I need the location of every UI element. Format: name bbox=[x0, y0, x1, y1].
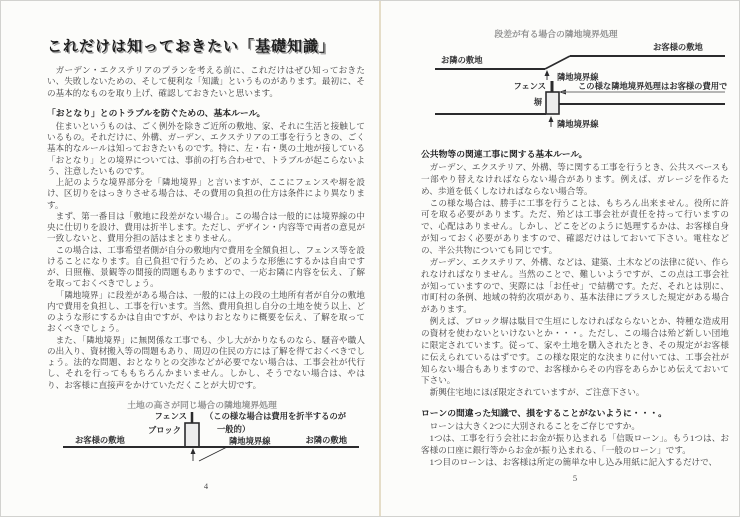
leader-line-shape bbox=[199, 447, 227, 461]
paragraph: 例えば、ブロック塀は駄目で生垣にしなければならないとか、特種な造成用の資材を使わないといけないとか・・・。ただし、この場合は殆ど新しい団地に限定されています。従って、家や土地を購入されたとき、その規定がお客様に伝えられているはずです。この様な限定的な決まりに付いては、工事会社が知らない場合もありますので、お客様からその内容をあらかじめ伝えておいて下さい。 bbox=[421, 316, 729, 386]
fence-label: フェンス bbox=[513, 81, 546, 91]
paragraph: ローンは大きく2つに大別されることをご存じですか。 bbox=[429, 421, 640, 432]
boundary-line-top-label: 隣地境界線 bbox=[557, 72, 599, 82]
same-height-boundary-diagram bbox=[47, 397, 365, 477]
wall-label: 塀 bbox=[533, 97, 542, 107]
cost-note-line2: 一般的） bbox=[217, 423, 251, 434]
paragraph: 住まいというものは、ごく例外を除きご近所の敷地、家、それに生活と接触しているもの。それだけに、外構、ガーデン、エクステリアの工事を行うときの、ごく基本的なルールは知っておきたいものです。特に、左・右・奥の土地が接している「おとなり」との境界については、事前の打ち合わせで、トラブルが起こらないよう、注意したいものです。 bbox=[47, 120, 365, 176]
paragraph: ガーデン、エクステリア、外構、等に関する工事を行うとき、公共スペースも一部やり替えなければならない場合があります。例えば、ガレージを作るため、歩道を低くしなければならない場合等。 bbox=[421, 162, 729, 196]
paragraph: この様な場合は、勝手に工事を行うことは、もちろん出来ません。役所に許可を取る必要があります。ただ、殆どは工事会社が責任を持って行いますので、心配はありません。しかし、どこをどのように処理するかは、お客様自身が知っておく必要がありますので、確認だけはしておいて下さい。電柱などの、半公共物についても同じです。 bbox=[421, 197, 729, 256]
diagram-title: 土地の高さが同じ場合の隣地境界処理 bbox=[127, 399, 277, 410]
block-label: ブロック bbox=[147, 424, 181, 435]
paragraph: まず、第一番目は「敷地に段差がない場合」。この場合は一般的には境界線の中央に仕切りを設け、費用は折半します。ただし、デザイン・内容等で両者の意見が一致しないと、費用分担の話はまとまりません。 bbox=[47, 210, 365, 244]
paragraph: 1つは、工事を行う会社にお金が振り込まれる「信販ローン」。もう1つは、お客様の口座に銀行等からお金が振り込まれる、「一般のローン」です。 bbox=[421, 433, 729, 455]
paragraph: ガーデン、エクステリア、外構、などは、建築、土木などの法律に従い、作られなければなりません。当然のことで、難しいようですが、この点は工事会社が知っていますので、実際には「お任せ」で結構です。ただ、それとは別に、市町村の条例、地域の特約次項があり、基本法律にプラスした規定がある場合があります。 bbox=[421, 256, 729, 315]
customer-lot-label: お客様の敷地 bbox=[75, 434, 125, 445]
boundary-line-label: 隣地境界線 bbox=[229, 435, 271, 446]
fence-label: フェンス bbox=[154, 410, 187, 421]
cost-note-line1: （この様な場合は費用を折半するのが bbox=[205, 410, 347, 421]
boundary-line-bottom-label: 隣地境界線 bbox=[557, 119, 599, 129]
left-page bbox=[47, 35, 365, 491]
section-heading-public-works: 公共物等の関連工事に関する基本ルール。 bbox=[421, 149, 588, 159]
neighbor-lot-label: お隣の敷地 bbox=[305, 434, 347, 445]
paragraph: 「隣地境界」に段差がある場合は、一般的には上の段の土地所有者が自分の敷地内で費用を負担し、工事を行います。当然、費用負担し自分の土地を使う以上、どのような形にするかは自由ですが、やはりおとなりに概要を伝え、了解を取っておくべきでしょう。 bbox=[47, 289, 365, 334]
book-gutter-line bbox=[379, 1, 381, 517]
neighbor-lot-label: お隣の敷地 bbox=[441, 55, 483, 65]
slope-line-shape bbox=[545, 56, 570, 69]
paragraph: また、「隣地境界」に無関係な工事でも、少し大がかりなものなら、騒音や職人の出入り、資材搬入等の問題もあり、周辺の住民の方には了解を得ておくべきでしょう。法的な問題、おとなりとの交渉などが必要でない場合は、工事会社が代行し、それを行ってももちろんかまいません。しかし、そうでない場合は、やはり、お客様に直接声をかけていただくことが大切です。 bbox=[47, 334, 365, 390]
page-title: これだけは知っておきたい「基礎知識」 bbox=[47, 38, 336, 55]
cost-note: この様な隣地境界処理はお客様の費用で bbox=[578, 81, 728, 91]
arrow-up-icon bbox=[191, 448, 196, 454]
page-number-left: 4 bbox=[203, 480, 209, 491]
section-heading-loan-knowledge: ローンの間違った知識で、損をすることがないように・・・。 bbox=[421, 408, 667, 419]
section-heading-neighbor-rules: 「おとなり」とのトラブルを防ぐための、基本ルール。 bbox=[47, 107, 266, 118]
customer-lot-label: お客様の敷地 bbox=[653, 42, 703, 52]
right-page bbox=[421, 23, 729, 483]
paragraph: 上記のような境界部分を「隣地境界」と言いますが、ここにフェンスや塀を設け、区切りをはっきりさせる場合は、その費用の負担の仕方は条件により異なります。 bbox=[47, 177, 365, 210]
paragraph: 1つ目のローンは、お客様は所定の簡単な申し込み用紙に記入するだけで、 bbox=[429, 456, 718, 467]
wall-shape bbox=[546, 92, 559, 114]
stepped-boundary-diagram bbox=[421, 23, 729, 135]
diagram-title: 段差が有る場合の隣地境界処理 bbox=[494, 29, 618, 39]
intro-paragraph: ガーデン・エクステリアのプランを考える前に、これだけはぜひ知っておきたい、失敗しないための、そして便利な「知識」というものがあります。最初に、その基本的なものを取り上げ、確認しておきたいと思います。 bbox=[47, 65, 365, 98]
block-wall-shape bbox=[185, 423, 199, 447]
paragraph: 新興住宅地にほぼ限定されていますが、ご注意下さい。 bbox=[429, 387, 645, 398]
page-number-right: 5 bbox=[572, 472, 578, 483]
paragraph: この場合は、工事希望者側が自分の敷地内で費用を全額負担し、フェンス等を設けることになります。自己負担で行うため、どのような形態にするかは自由ですが、日照権、景観等の間接的問題もありますので、一応お隣に内容を伝え、了解を取っておくべきでしょう。 bbox=[47, 244, 365, 289]
